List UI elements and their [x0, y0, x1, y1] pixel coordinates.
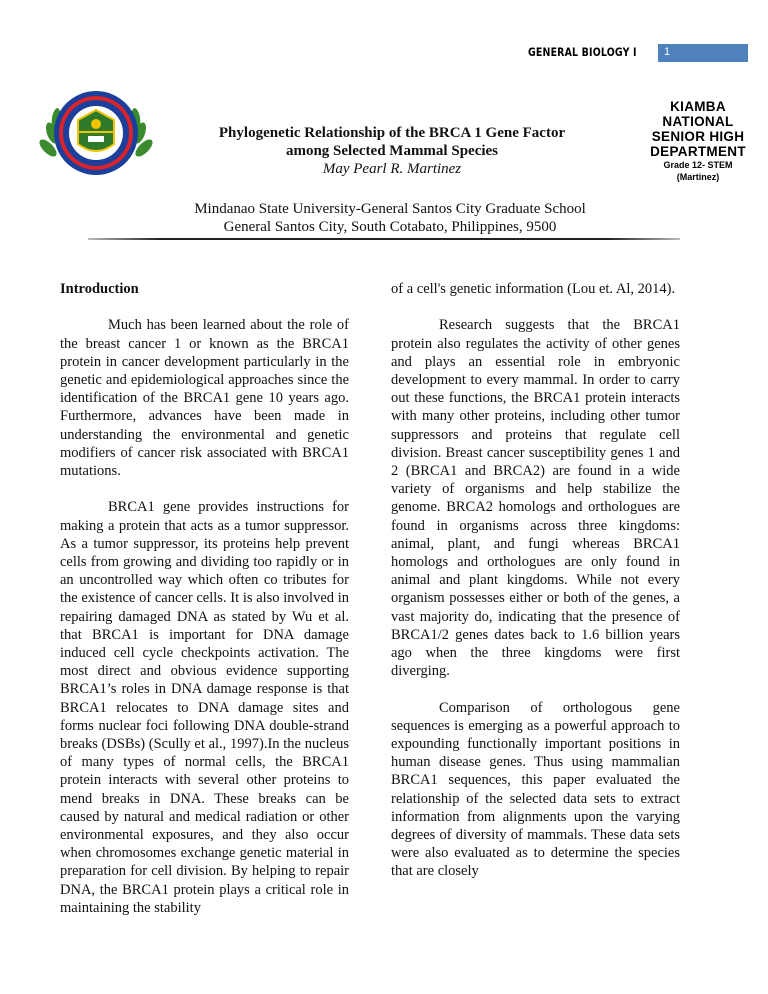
- department-block: [630, 99, 766, 183]
- page-number-badge: [658, 44, 748, 62]
- author-tag: (Martinez): [676, 172, 720, 182]
- affiliation-line2: General Santos City, South Cotabato, Philippines, 9500: [223, 219, 557, 235]
- section-heading: Introduction: [60, 281, 139, 297]
- paragraph-3: of a cell's genetic information (Lou et. Al, 2014).: [391, 281, 676, 297]
- paper-title-line1: Phylogenetic Relationship of the BRCA 1 Gene Factor: [218, 125, 566, 141]
- paragraph-5: Comparison of orthologous gene sequences is emerging as a powerful approach to expounding functionally important positions in human disease genes. Thus using mammalian BRCA1 sequences, this paper evaluated the relationship of the selected data sets to extract information from alignments upon the varying degrees of diversity of mammals. These data sets were also evaluated as to determine the species that are closely: [391, 699, 680, 880]
- paragraph-4: Research suggests that the BRCA1 protein also regulates the activity of other genes and plays an essential role in embryonic development to every mammal. In order to carry out these functions, the BRCA1 protein interacts with many other proteins, including other tumor suppressors and proteins that regulate cell division. Breast cancer susceptibility genes 1 and 2 (BRCA1 and BRCA2) are found in a wide variety of organisms and help stabilize the genome. BRCA2 homologs and orthologues are found in organisms across three kingdoms: animal, plant, and fungi whereas BRCA1 homologs and orthologues are only found in animal and plant kingdoms. While not every organism possesses either or both of the genes, a vast majority do, indicating that the presence of BRCA1/2 genes dates back to 1.6 billion years ago when the three kingdoms were first diverging.: [391, 317, 680, 680]
- header-divider: [88, 238, 680, 240]
- running-header: GENERAL BIOLOGY I: [528, 45, 637, 59]
- school-seal-icon: [30, 88, 162, 178]
- paper-title-line2: among Selected Mammal Species: [285, 143, 499, 159]
- page-number: 1: [664, 46, 671, 58]
- grade-line: Grade 12- STEM: [663, 160, 733, 170]
- department-line4: DEPARTMENT: [650, 144, 746, 159]
- department-line3: SENIOR HIGH: [651, 129, 745, 144]
- paragraph-2: BRCA1 gene provides instructions for making a protein that acts as a tumor suppressor. As a tumor suppressor, its proteins help prevent cells from growing and dividing too rapidly or in an uncontrolled way which often co tributes for the existence of cancer cells. It is also involved in repairing damaged DNA as stated by Wu et al. that BRCA1 is important for DNA damage induced cell cycle checkpoints activation. The most direct and obvious evidence supporting BRCA1’s roles in DNA damage response is that BRCA1 relocates to DNA damage sites and forms nuclear foci following DNA double-strand breaks (DSBs) (Scully et al., 1997).In the nucleus of many types of normal cells, the BRCA1 protein interacts with several other proteins to mend breaks in DNA. These breaks can be caused by natural and medical radiation or other environmental exposures, and they also occur when chromosomes exchange genetic material in preparation for cell division. By helping to repair DNA, the BRCA1 protein plays a critical role in maintaining the stability: [60, 499, 349, 916]
- affiliation-line1: Mindanao State University-General Santos City Graduate School: [194, 201, 586, 217]
- right-column: [391, 280, 680, 899]
- author-name: May Pearl R. Martinez: [322, 161, 462, 177]
- left-column: [60, 280, 349, 935]
- paper-title-block: [186, 124, 598, 178]
- department-line2: NATIONAL: [662, 114, 734, 129]
- paragraph-1: Much has been learned about the role of the breast cancer 1 or known as the BRCA1 protein in cancer development particularly in the genetic and epidemiological approaches since the identification of the BRCA1 gene 10 years ago. Furthermore, advances have been made in understanding the environmental and genetic modifiers of cancer risk associated with BRCA1 mutations.: [60, 317, 349, 480]
- affiliation-block: [150, 200, 630, 236]
- department-line1: KIAMBA: [670, 99, 726, 114]
